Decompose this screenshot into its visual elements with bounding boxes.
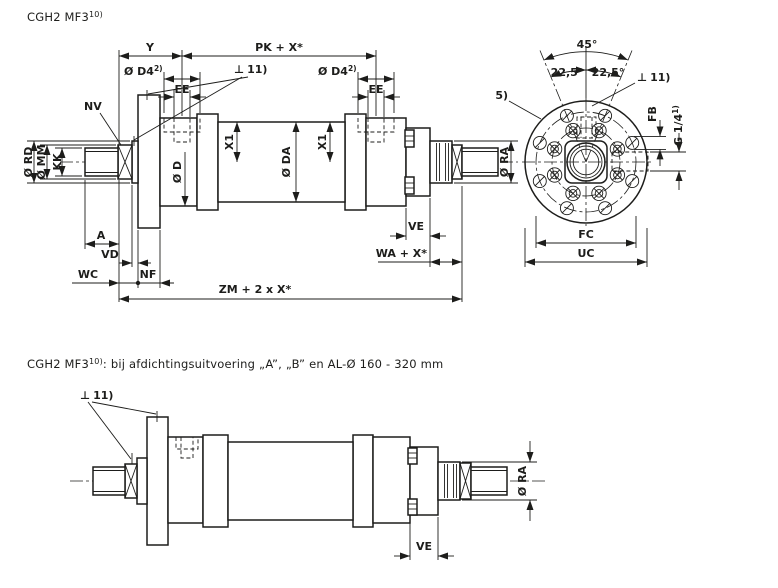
dim-label-y: Y: [146, 41, 154, 54]
flange-view: [495, 38, 686, 267]
dim-label-fc: FC: [578, 228, 594, 241]
dim-label-wa: WA + X*: [375, 247, 427, 260]
dim-label-nv: NV: [84, 100, 102, 113]
notes-2: [80, 389, 157, 464]
dim-label-ra: Ø RA: [498, 146, 511, 178]
caption-drawing2: CGH2 MF3$^{10)}$: bij afdichtingsuitvoering „A”, „B” en AL-Ø 160 - 320 mm: [27, 357, 444, 371]
side-view: [22, 41, 518, 302]
dim-label-uc: UC: [577, 247, 595, 260]
dim-label-fb: FB: [646, 106, 659, 122]
rod-end-right-2: [438, 462, 507, 500]
rod-end-right: [430, 141, 498, 183]
dim-label-kk: KK: [51, 153, 64, 171]
note-perpendicularity-1: ⊥ 11): [234, 63, 268, 76]
note-perpendicularity-flange: ⊥ 11): [637, 71, 671, 84]
note-5: 5): [495, 89, 508, 102]
dim-label-d: Ø D: [171, 160, 184, 184]
dim-label-rd: Ø RD: [22, 146, 35, 178]
page-title: CGH2 MF3$^{10)}$: [27, 10, 103, 24]
dims-fb-g14: [634, 105, 686, 190]
dim-label-mm: Ø MM: [35, 144, 48, 180]
dim-label-45deg: 45°: [576, 38, 598, 51]
dim-label-x1-right: X1: [316, 133, 329, 151]
dim-label-a: A: [96, 229, 106, 242]
dim-label-zm: ZM + 2 x X*: [218, 283, 292, 296]
dim-label-225deg-left: 22,5°: [550, 66, 584, 79]
dim-label-225deg-right: 22,5°: [591, 66, 625, 79]
dim-label-d4-left: Ø D4$^{2)}$: [124, 64, 163, 78]
dim-label-pk: PK + X*: [255, 41, 303, 54]
cylinder-outline-2: [147, 417, 438, 545]
dim-label-d4-right: Ø D4$^{2)}$: [318, 64, 357, 78]
dim-label-da: Ø DA: [280, 146, 293, 178]
dim-label-ve-2: VE: [415, 540, 433, 553]
dim-label-ra-2: Ø RA: [516, 465, 529, 497]
rod-end-left: [85, 141, 138, 183]
dim-label-vd: VD: [101, 248, 119, 261]
dim-label-ee-left: EE: [174, 83, 190, 96]
dim-label-ve: VE: [407, 220, 425, 233]
dim-label-nf: NF: [139, 268, 157, 281]
note-perpendicularity-2: ⊥ 11): [80, 389, 114, 402]
dim-label-g14: G 1/4$^{1)}$: [671, 105, 685, 146]
dim-label-wc: WC: [77, 268, 99, 281]
dim-label-ee-right: EE: [368, 83, 384, 96]
rod-end-left-2: [93, 458, 147, 504]
drawing2-view: [70, 389, 545, 560]
dim-label-x1-left: X1: [223, 133, 236, 151]
